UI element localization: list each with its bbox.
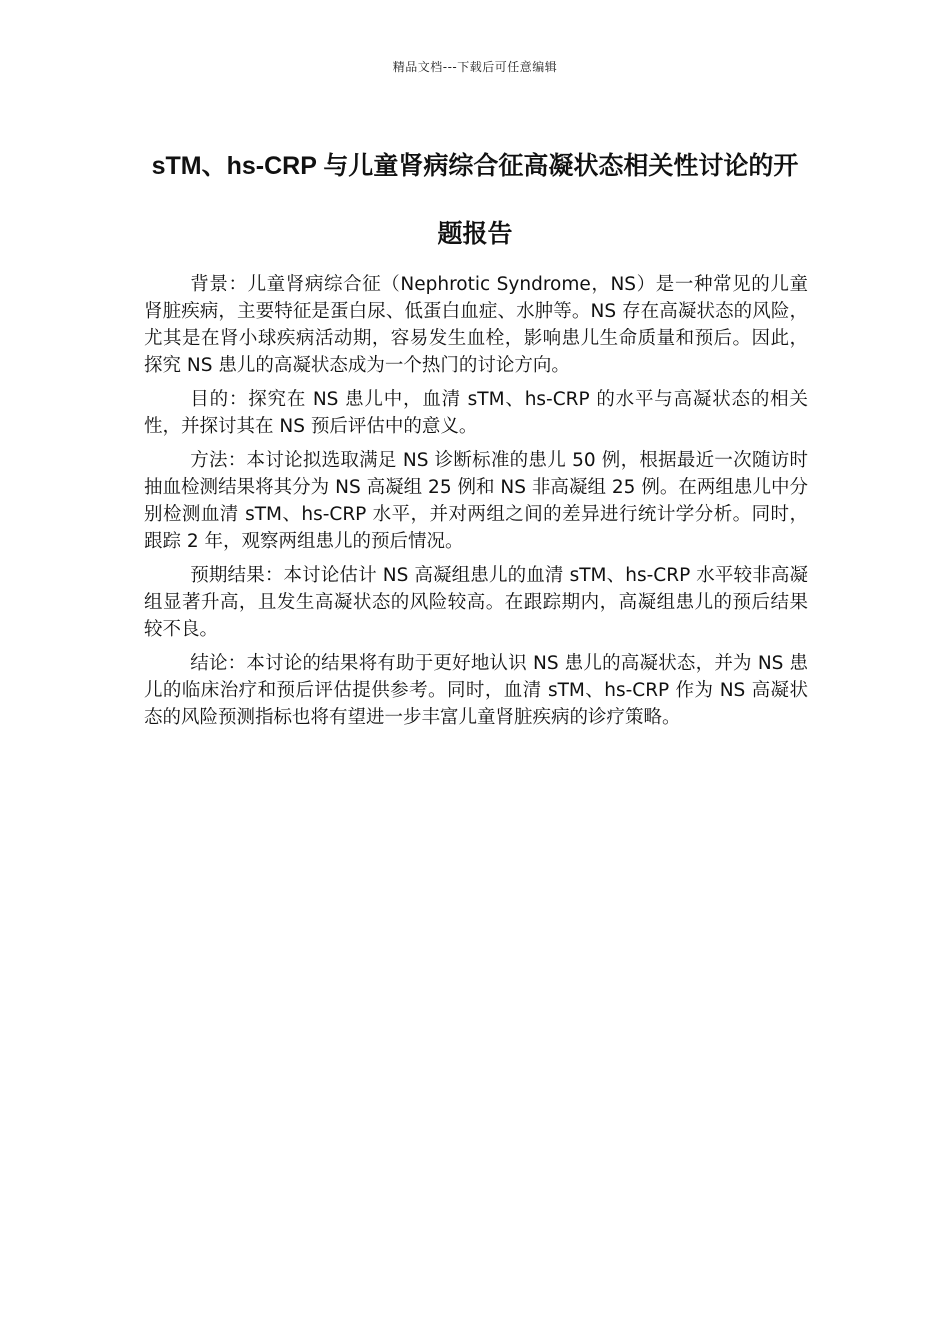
paragraph-conclusion: 结论：本讨论的结果将有助于更好地认识 NS 患儿的高凝状态，并为 NS 患儿的临床治疗和预后评估提供参考。同时，血清 sTM、hs-CRP 作为 NS 高凝状态的风险预测指标也将有望进一步丰富儿童肾脏疾病的诊疗策略。 bbox=[144, 653, 808, 728]
document-body bbox=[144, 271, 808, 738]
paragraph-background: 背景：儿童肾病综合征（Nephrotic Syndrome，NS）是一种常见的儿童肾脏疾病，主要特征是蛋白尿、低蛋白血症、水肿等。NS 存在高凝状态的风险，尤其是在肾小球疾病活动期，容易发生血栓，影响患儿生命质量和预后。因此，探究 NS 患儿的高凝状态成为一个热门的讨论方向。 bbox=[144, 274, 808, 376]
paragraph-objective: 目的：探究在 NS 患儿中，血清 sTM、hs-CRP 的水平与高凝状态的相关性，并探讨其在 NS 预后评估中的意义。 bbox=[144, 389, 808, 437]
document-title: sTM、hs-CRP 与儿童肾病综合征高凝状态相关性讨论的开题报告 bbox=[151, 152, 799, 248]
header-note: 精品文档---下载后可任意编辑 bbox=[392, 60, 558, 74]
paragraph-method: 方法：本讨论拟选取满足 NS 诊断标准的患儿 50 例，根据最近一次随访时抽血检测结果将其分为 NS 高凝组 25 例和 NS 非高凝组 25 例。在两组患儿中分别检测血清 sTM、hs-CRP 水平，并对两组之间的差异进行统计学分析。同时，跟踪 2 年，观察两组患儿的预后情况。 bbox=[144, 450, 808, 552]
paragraph-expected-results: 预期结果：本讨论估计 NS 高凝组患儿的血清 sTM、hs-CRP 水平较非高凝组显著升高，且发生高凝状态的风险较高。在跟踪期内，高凝组患儿的预后结果较不良。 bbox=[144, 565, 808, 640]
